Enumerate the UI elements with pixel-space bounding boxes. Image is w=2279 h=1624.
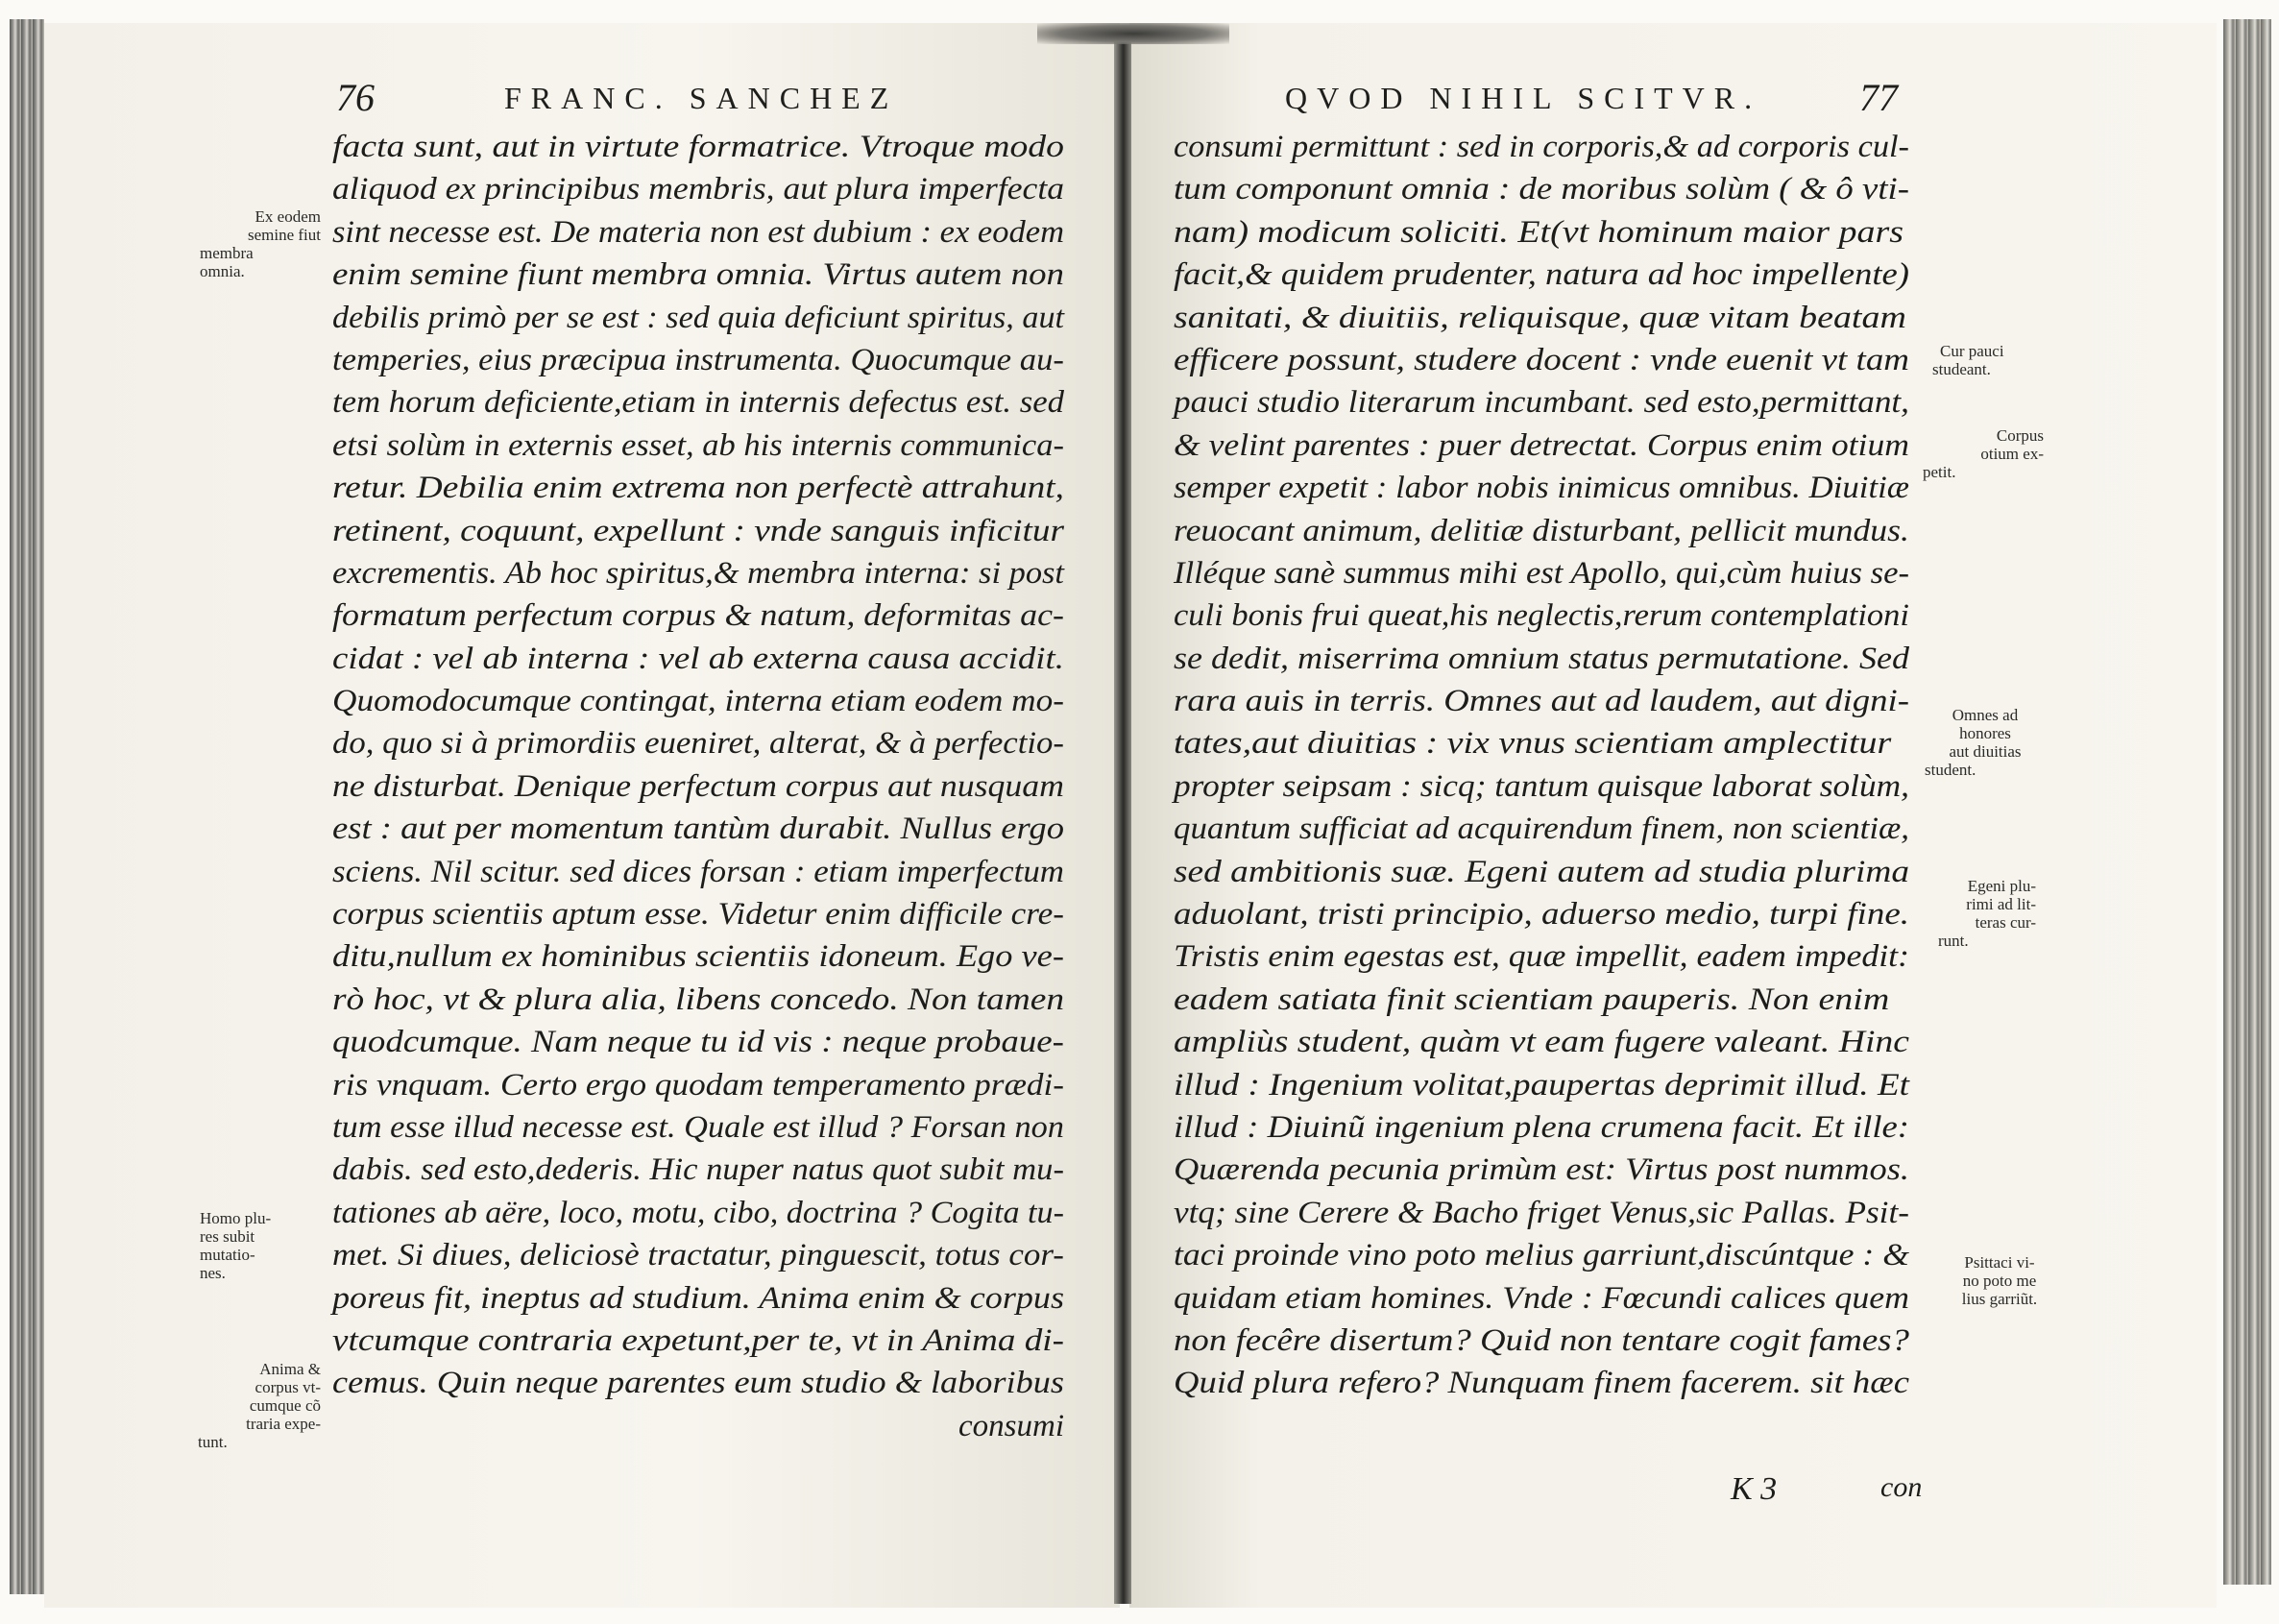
text-line: tationes ab aëre, loco, motu, cibo, doctrina ? Cogita tu-	[332, 1195, 1064, 1230]
note-line: Omnes ad	[1952, 706, 2019, 724]
margin-note	[1923, 877, 2036, 950]
text-line: illud : Ingenium volitat,paupertas deprimit illud. Et	[1174, 1067, 1910, 1103]
text-line: se dedit, miserrima omnium status permutatione. Sed	[1174, 641, 1910, 676]
note-line: mutatio-	[200, 1246, 255, 1264]
margin-note	[1932, 1253, 2067, 1308]
text-line: tum esse illud necesse est. Quale est illud ? Forsan non	[332, 1109, 1064, 1145]
text-line: tem horum deficiente,etiam in internis defectus est. sed	[332, 385, 1064, 421]
text-line: sed ambitionis suæ. Egeni autem ad studia plurima	[1174, 854, 1910, 889]
text-line: tates,aut diuitias : vix vnus scientiam amplectitur	[1174, 726, 1892, 762]
catchword: consumi	[958, 1408, 1064, 1443]
text-line: consumi permittunt : sed in corporis,& ad corporis cul-	[1174, 130, 1910, 164]
text-line: facit,& quidem prudenter, natura ad hoc impellente)	[1174, 257, 1909, 293]
margin-note	[1932, 342, 2048, 378]
note-line: Corpus	[1996, 426, 2044, 445]
left-page-edges	[10, 19, 44, 1594]
margin-note	[179, 207, 321, 280]
left-page-number: 76	[336, 76, 375, 119]
text-line: pauci studio literarum incumbant. sed esto,permittant,	[1174, 385, 1909, 421]
text-line: & velint parentes : puer detrectat. Corpus enim otium	[1174, 427, 1909, 463]
text-line: Quid plura refero? Nunquam finem facerem. sit hæc	[1174, 1366, 1909, 1401]
note-line: Cur pauci	[1940, 342, 2004, 360]
text-line: aliquod ex principibus membris, aut plura imperfecta	[332, 172, 1065, 207]
text-line: rara auis in terris. Omnes aut ad laudem, aut digni-	[1174, 684, 1910, 719]
text-line: excrementis. Ab hoc spiritus,& membra interna: si post	[332, 555, 1065, 591]
text-line: cidat : vel ab interna : vel ab externa causa accidit.	[332, 641, 1064, 676]
right-page-header	[1285, 75, 1900, 123]
text-line: reuocant animum, delitiæ disturbant, pellicit mundus.	[1174, 513, 1909, 548]
note-line: student.	[1925, 761, 1976, 779]
text-line: illud : Diuinũ ingenium plena crumena facit. Et ille:	[1174, 1109, 1909, 1145]
right-page-edges	[2223, 19, 2271, 1585]
text-line: Tristis enim egestas est, quæ impellit, eadem impedit:	[1174, 939, 1909, 975]
text-line: ne disturbat. Denique perfectum corpus aut nusquam	[332, 768, 1064, 804]
margin-note	[200, 1209, 325, 1282]
catchword: con	[1880, 1471, 1923, 1503]
text-line: quantum sufficiat ad acquirendum finem, non scientiæ,	[1174, 812, 1910, 847]
note-line: tunt.	[198, 1433, 228, 1451]
note-line: omnia.	[200, 262, 245, 280]
note-line: Ex eodem	[255, 207, 321, 226]
text-line: rò hoc, vt & plura alia, libens concedo. Non tamen	[332, 982, 1065, 1017]
note-line: studeant.	[1932, 360, 1991, 378]
text-line: vtcumque contraria expetunt,per te, vt in Anima di-	[332, 1322, 1064, 1358]
left-running-head: FRANC. SANCHEZ	[504, 81, 899, 115]
note-line: Homo plu-	[200, 1209, 272, 1227]
text-line: cemus. Quin neque parentes eum studio & laboribus	[332, 1366, 1064, 1401]
text-line: vtq; sine Cerere & Bacho friget Venus,sic Pallas. Psit-	[1174, 1195, 1909, 1230]
text-line: facta sunt, aut in virtute formatrice. Vtroque modo	[332, 130, 1065, 164]
note-line: no poto me	[1962, 1272, 2037, 1290]
text-line: debilis primò per se est : sed quia deficiunt spiritus, aut	[332, 300, 1065, 335]
text-line: formatum perfectum corpus & natum, deformitas ac-	[332, 598, 1065, 634]
text-line: propter seipsam : sicq; tantum quisque laborat solùm,	[1174, 768, 1909, 804]
text-line: nam) modicum soliciti. Et(vt hominum maior pars	[1174, 214, 1904, 250]
margin-note	[1925, 706, 2046, 779]
text-line: sciens. Nil scitur. sed dices forsan : etiam imperfectum	[332, 854, 1064, 889]
text-line: temperies, eius præcipua instrumenta. Quocumque au-	[332, 342, 1064, 377]
right-running-head: QVOD NIHIL SCITVR.	[1285, 81, 1762, 115]
text-line: semper expetit : labor nobis inimicus omnibus. Diuitiæ	[1174, 471, 1910, 506]
spine-top-shadow	[1037, 23, 1229, 44]
note-line: otium ex-	[1980, 445, 2044, 463]
text-line: culi bonis frui queat,his neglectis,rerum contemplationi	[1174, 598, 1910, 634]
text-line: aduolant, tristi principio, aduerso medio, turpi fine.	[1174, 897, 1909, 933]
left-page-body	[332, 126, 1064, 1447]
note-line: Egeni plu-	[1967, 877, 2036, 895]
note-line: lius garriũt.	[1961, 1290, 2038, 1308]
text-line: corpus scientiis aptum esse. Videtur enim difficile cre-	[332, 897, 1064, 933]
note-line: runt.	[1938, 932, 1969, 950]
text-line: retinent, coquunt, expellunt : vnde sanguis inficitur	[332, 513, 1064, 548]
text-line: non fecêre disertum? Quid non tentare cogit fames?	[1174, 1322, 1909, 1358]
right-page-body	[1174, 126, 1910, 1405]
left-page-header	[336, 75, 912, 123]
text-line: retur. Debilia enim extrema non perfectè attrahunt,	[332, 471, 1065, 506]
text-line: sanitati, & diuitiis, reliquisque, quæ vitam beatam	[1174, 300, 1906, 335]
text-line: sint necesse est. De materia non est dubium : ex eodem	[332, 214, 1065, 250]
text-line: dabis. sed esto,dederis. Hic nuper natus quot subit mu-	[332, 1152, 1064, 1188]
note-line: nes.	[200, 1264, 226, 1282]
text-line: ris vnquam. Certo ergo quodam temperamento prædi-	[332, 1067, 1065, 1103]
text-line: Quomodocumque contingat, interna etiam eodem mo-	[332, 684, 1065, 719]
text-line: poreus fit, ineptus ad studium. Anima enim & corpus	[332, 1280, 1065, 1316]
text-line: ditu,nullum ex hominibus scientiis idoneum. Ego ve-	[332, 939, 1064, 975]
note-line: membra	[200, 244, 254, 262]
text-line: quidam etiam homines. Vnde : Fœcundi calices quem	[1174, 1280, 1910, 1316]
text-line: do, quo si à primordiis eueniret, alterat, & à perfectio-	[332, 726, 1064, 762]
note-line: cumque cõ	[249, 1396, 321, 1415]
text-line: tum componunt omnia : de moribus solùm ( & ô vti-	[1174, 172, 1910, 207]
note-line: teras cur-	[1975, 913, 2036, 932]
text-line: taci proinde vino poto melius garriunt,discúntque : &	[1174, 1238, 1910, 1273]
note-line: corpus vt-	[255, 1378, 321, 1396]
text-line: Quærenda pecunia primùm est: Virtus post nummos.	[1174, 1152, 1909, 1188]
text-line: enim semine fiunt membra omnia. Virtus autem non	[332, 257, 1064, 293]
text-line: Illéque sanè summus mihi est Apollo, qui,cùm huius se-	[1174, 555, 1909, 591]
text-line: met. Si diues, deliciosè tractatur, pinguescit, totus cor-	[332, 1238, 1064, 1273]
note-line: Psittaci vi-	[1964, 1253, 2035, 1272]
margin-note	[1923, 426, 2044, 481]
note-line: semine fiut	[247, 226, 321, 244]
margin-note	[179, 1360, 321, 1451]
signature-mark: K 3	[1731, 1471, 1778, 1507]
note-line: Anima &	[259, 1360, 321, 1378]
note-line: rimi ad lit-	[1966, 895, 2036, 913]
note-line: res subit	[200, 1227, 255, 1246]
text-line: est : aut per momentum tantùm durabit. Nullus ergo	[332, 812, 1065, 847]
text-line: efficere possunt, studere docent : vnde euenit vt tam	[1174, 342, 1910, 377]
note-line: aut diuitias	[1949, 742, 2022, 761]
text-line: etsi solùm in externis esset, ab his internis communica-	[332, 427, 1064, 463]
right-page-number: 77	[1859, 76, 1898, 119]
note-line: traria expe-	[246, 1415, 321, 1433]
text-line: quodcumque. Nam neque tu id vis : neque probaue-	[332, 1025, 1064, 1060]
note-line: honores	[1959, 724, 2011, 742]
text-line: ampliùs student, quàm vt eam fugere valeant. Hinc	[1174, 1025, 1910, 1060]
note-line: petit.	[1923, 463, 1956, 481]
text-line: eadem satiata finit scientiam pauperis. Non enim	[1174, 982, 1890, 1017]
